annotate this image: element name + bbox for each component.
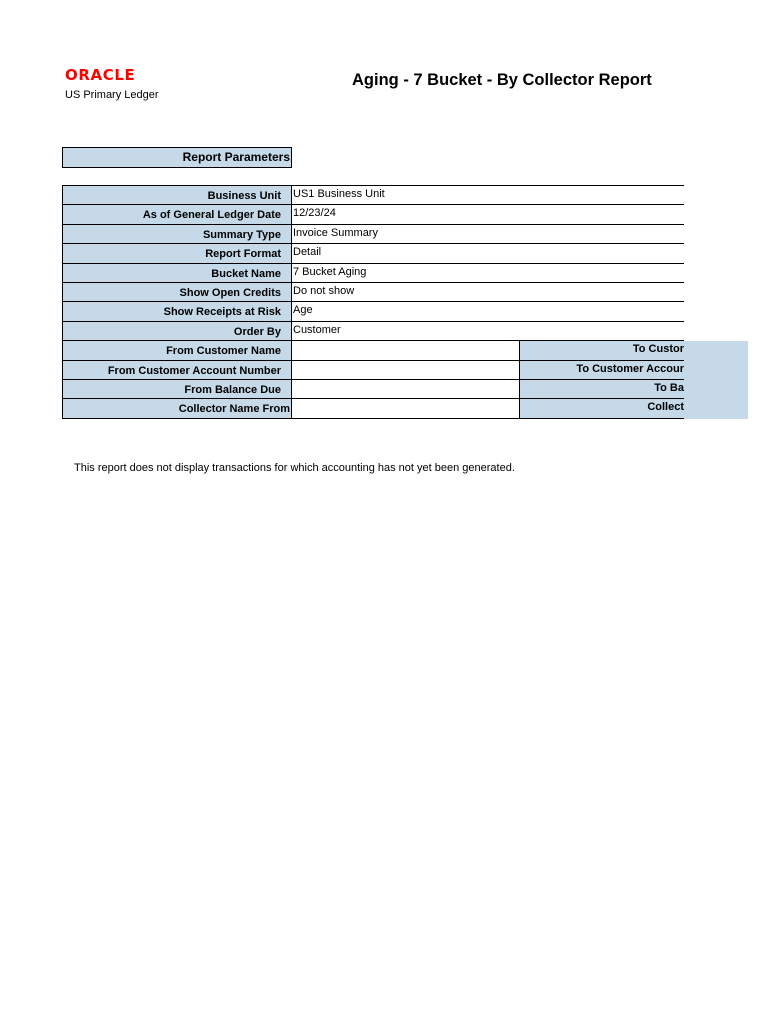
to-range-fill (684, 341, 748, 419)
oracle-logo: ORACLE (65, 66, 136, 84)
range-label-to-balance-due: To Ba (520, 380, 684, 399)
param-label-summary-type: Summary Type (62, 225, 292, 244)
range-label-to-customer-account-number: To Customer Accour (520, 361, 684, 380)
range-label-to-customer-name: To Custor (520, 341, 684, 360)
param-label-bucket-name: Bucket Name (62, 264, 292, 283)
range-value-collector-name-from (292, 399, 520, 418)
param-label-order-by: Order By (62, 322, 292, 341)
report-parameters-header: Report Parameters (62, 147, 292, 168)
report-title: Aging - 7 Bucket - By Collector Report (352, 71, 652, 89)
param-value-order-by: Customer (292, 322, 684, 341)
ledger-name: US Primary Ledger (65, 89, 159, 101)
param-label-report-format: Report Format (62, 244, 292, 263)
param-label-show-open-credits: Show Open Credits (62, 283, 292, 302)
range-value-from-customer-account-number (292, 361, 520, 380)
range-value-from-customer-name (292, 341, 520, 360)
range-label-from-customer-account-number: From Customer Account Number (62, 361, 292, 380)
param-label-as-of-gl-date: As of General Ledger Date (62, 205, 292, 224)
param-value-show-open-credits: Do not show (292, 283, 684, 302)
param-label-business-unit: Business Unit (62, 186, 292, 205)
range-label-from-customer-name: From Customer Name (62, 341, 292, 360)
range-label-collector-name-to: Collect (520, 399, 684, 418)
param-value-business-unit: US1 Business Unit (292, 186, 684, 205)
param-value-bucket-name: 7 Bucket Aging (292, 264, 684, 283)
param-value-show-receipts-at-risk: Age (292, 302, 684, 321)
range-label-from-balance-due: From Balance Due (62, 380, 292, 399)
param-value-summary-type: Invoice Summary (292, 225, 684, 244)
param-label-show-receipts-at-risk: Show Receipts at Risk (62, 302, 292, 321)
range-label-collector-name-from: Collector Name From (62, 399, 292, 418)
accounting-note: This report does not display transactions for which accounting has not yet been generated. (74, 462, 515, 474)
param-value-as-of-gl-date: 12/23/24 (292, 205, 684, 224)
range-value-from-balance-due (292, 380, 520, 399)
param-value-report-format: Detail (292, 244, 684, 263)
